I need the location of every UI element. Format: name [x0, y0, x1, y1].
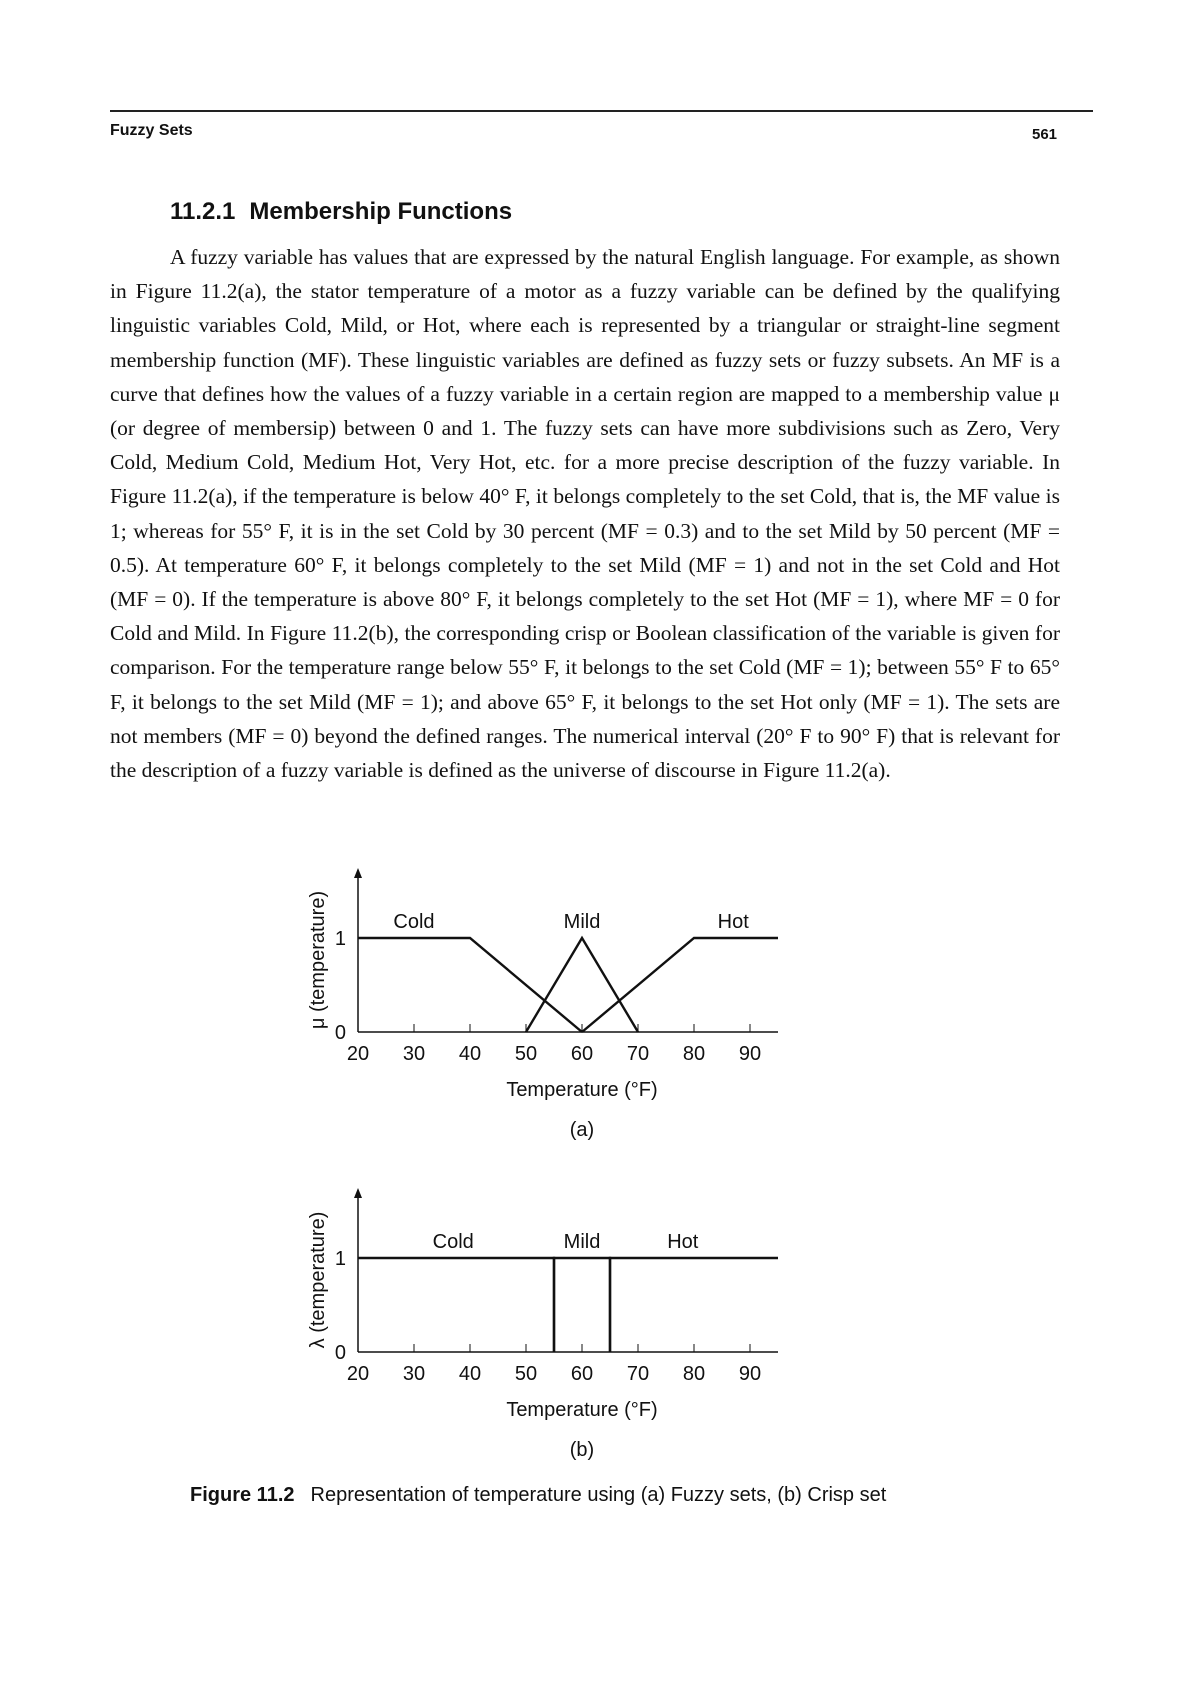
- x-tick-label: 70: [626, 1363, 650, 1385]
- y-axis-arrow: [354, 868, 362, 878]
- set-label-mild: Mild: [563, 911, 601, 933]
- y-tick-label: 0: [334, 1342, 346, 1364]
- x-tick-label: 60: [570, 1363, 594, 1385]
- figure-caption-text: Representation of temperature using (a) Fuzzy sets, (b) Crisp set: [310, 1484, 887, 1506]
- set-label-cold: Cold: [393, 911, 435, 933]
- figure-panel-b: [300, 1180, 840, 1480]
- x-tick-label: 30: [402, 1043, 426, 1065]
- x-tick-label: 90: [738, 1043, 762, 1065]
- panel-label: (b): [569, 1439, 595, 1461]
- x-tick-label: 80: [682, 1363, 706, 1385]
- series-cold-line: [358, 938, 582, 1032]
- y-axis-arrow: [354, 1188, 362, 1198]
- x-axis-title: Temperature (°F): [506, 1079, 658, 1101]
- y-tick-label: 1: [334, 928, 346, 950]
- panel-label: (a): [569, 1119, 595, 1141]
- x-tick-label: 20: [346, 1363, 370, 1385]
- y-axis-title: λ (temperature): [307, 1211, 329, 1349]
- y-axis-title: μ (temperature): [307, 890, 329, 1030]
- x-tick-label: 40: [458, 1363, 482, 1385]
- set-label-hot: Hot: [717, 911, 749, 933]
- x-tick-label: 30: [402, 1363, 426, 1385]
- y-tick-label: 0: [334, 1022, 346, 1044]
- y-tick-label: 1: [334, 1248, 346, 1270]
- x-tick-label: 90: [738, 1363, 762, 1385]
- page-number: 561: [1032, 126, 1058, 143]
- x-tick-label: 80: [682, 1043, 706, 1065]
- x-tick-label: 50: [514, 1363, 538, 1385]
- body-paragraph: A fuzzy variable has values that are expressed by the natural English language. For example, as shown in Figure 11.2(a), the stator temperature of a motor as a fuzzy variable can be defined by the qualifying linguistic variables Cold, Mild, or Hot, where each is represented by a triangular or straight-line segment membership function (MF). These linguistic variables are defined as fuzzy sets or fuzzy subsets. An MF is a curve that defines how the values of a fuzzy variable in a certain region are mapped to a membership value μ (or degree of membersip) between 0 and 1. The fuzzy sets can have more subdivisions such as Zero, Very Cold, Medium Cold, Medium Hot, Very Hot, etc. for a more precise description of the fuzzy variable. In Figure 11.2(a), if the temperature is below 40° F, it belongs completely to the set Cold, that is, the MF value is 1; whereas for 55° F, it is in the set Cold by 30 percent (MF = 0.3) and to the set Mild by 50 percent (MF = 0.5). At temperature 60° F, it belongs completely to the set Mild (MF = 1) and not in the set Cold and Hot (MF = 0). If the temperature is above 80° F, it belongs completely to the set Hot (MF = 1), where MF = 0 for Cold and Mild. In Figure 11.2(b), the corresponding crisp or Boolean classification of the variable is given for comparison. For the temperature range below 55° F, it belongs to the set Cold (MF = 1); between 55° F to 65° F, it belongs to the set Mild (MF = 1); and above 65° F, it belongs to the set Hot only (MF = 1). The sets are not members (MF = 0) beyond the defined ranges. The numerical interval (20° F to 90° F) that is relevant for the description of a fuzzy variable is defined as the universe of discourse in Figure 11.2(a).: [110, 245, 1060, 783]
- figure-caption: [190, 1484, 886, 1507]
- x-tick-label: 50: [514, 1043, 538, 1065]
- x-tick-label: 20: [346, 1043, 370, 1065]
- figure-panel-a: [300, 860, 840, 1160]
- section-number: 11.2.1: [170, 198, 236, 225]
- series-hot-line: [582, 938, 778, 1032]
- x-tick-label: 70: [626, 1043, 650, 1065]
- crisp-membership-chart: [300, 1180, 840, 1480]
- set-label-hot: Hot: [667, 1231, 699, 1253]
- running-head: Fuzzy Sets: [110, 122, 193, 139]
- section-heading: Membership Functions: [249, 198, 513, 225]
- header-rule: [110, 110, 1093, 112]
- series-mild-line: [554, 1258, 610, 1352]
- fuzzy-membership-chart: [300, 860, 840, 1160]
- set-label-cold: Cold: [432, 1231, 474, 1253]
- x-axis-title: Temperature (°F): [506, 1399, 658, 1421]
- series-mild-line: [526, 938, 638, 1032]
- x-tick-label: 40: [458, 1043, 482, 1065]
- set-label-mild: Mild: [563, 1231, 601, 1253]
- series-hot-line: [610, 1258, 778, 1352]
- section-title: [170, 198, 512, 226]
- series-cold-line: [358, 1258, 554, 1352]
- figure-label: Figure 11.2: [190, 1484, 295, 1506]
- x-tick-label: 60: [570, 1043, 594, 1065]
